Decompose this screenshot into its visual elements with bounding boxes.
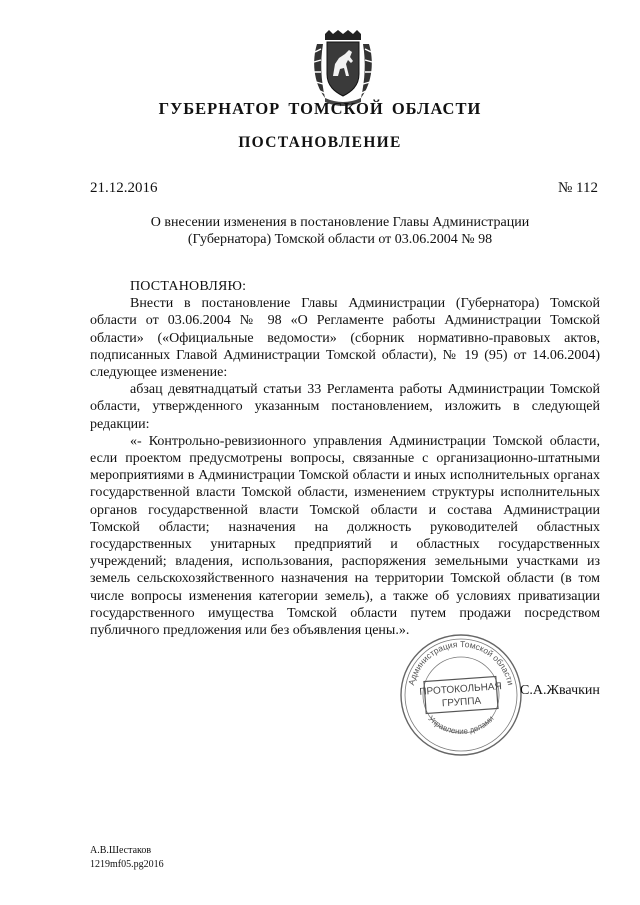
signatory-name: С.А.Жвачкин	[520, 683, 600, 698]
stamp-inner-line: ГРУППА	[441, 695, 482, 710]
body-paragraph: «- Контрольно-ревизионного управления Администрации Томской области, если проектом предусмотрены вопросы, связанные с организационно-штатными мероприятиями в Администрации Томской области и иных исполнительных органах государственной власти Томской области, изменением структуры исполнительных органов государственной власти Томской области и состава Администрации Томской области; назначения на должность руководителей областных государственных унитарных предприятий и областных государственных учреждений; владения, использования, распоряжения земельными участками из земель сельскохозяйственного назначения на территории Томской области (в том числе вопросы изменения категории земель), а также об условиях приватизации государственного имущества Томской области путем продажи посредством публичного предложения или без объявления цены.».	[90, 433, 600, 639]
document-number: № 112	[557, 180, 598, 196]
document-type: ПОСТАНОВЛЕНИЕ	[238, 134, 402, 151]
decree-word: ПОСТАНОВЛЯЮ:	[130, 279, 247, 294]
document-body	[90, 278, 600, 639]
document-footer	[90, 844, 164, 872]
body-paragraph: абзац девятнадцатый статьи 33 Регламента работы Администрации Томской области, утвержденного указанным постановлением, изложить в следующей редакции:	[90, 382, 600, 432]
coat-of-arms-icon	[311, 30, 375, 108]
authority-title: ГУБЕРНАТОР ТОМСКОЙ ОБЛАСТИ	[158, 99, 482, 118]
subject-line: О внесении изменения в постановление Главы Администрации	[150, 215, 530, 230]
document-subject	[110, 214, 570, 248]
document-date: 21.12.2016	[90, 180, 158, 196]
stamp-bottom-text: Управление делами	[426, 714, 496, 736]
executor-name: А.В.Шестаков	[90, 845, 152, 856]
stamp-inner-line: ПРОТОКОЛЬНАЯ	[419, 681, 503, 698]
body-paragraph: Внести в постановление Главы Администрации (Губернатора) Томской области от 03.06.2004 № 98 «О Регламенте работы Администрации Томской области» («Официальные ведомости» (сборник нормативно-правовых актов, подписанных Главой Администрации Томской области), № 19 (95) от 14.06.2004) следующее изменение:	[90, 296, 600, 381]
file-code: 1219mf05.pg2016	[90, 859, 164, 870]
stamp-outer-text: Администрация Томской области	[406, 638, 516, 687]
subject-line: (Губернатора) Томской области от 03.06.2004 № 98	[187, 232, 493, 247]
official-stamp	[399, 633, 523, 757]
